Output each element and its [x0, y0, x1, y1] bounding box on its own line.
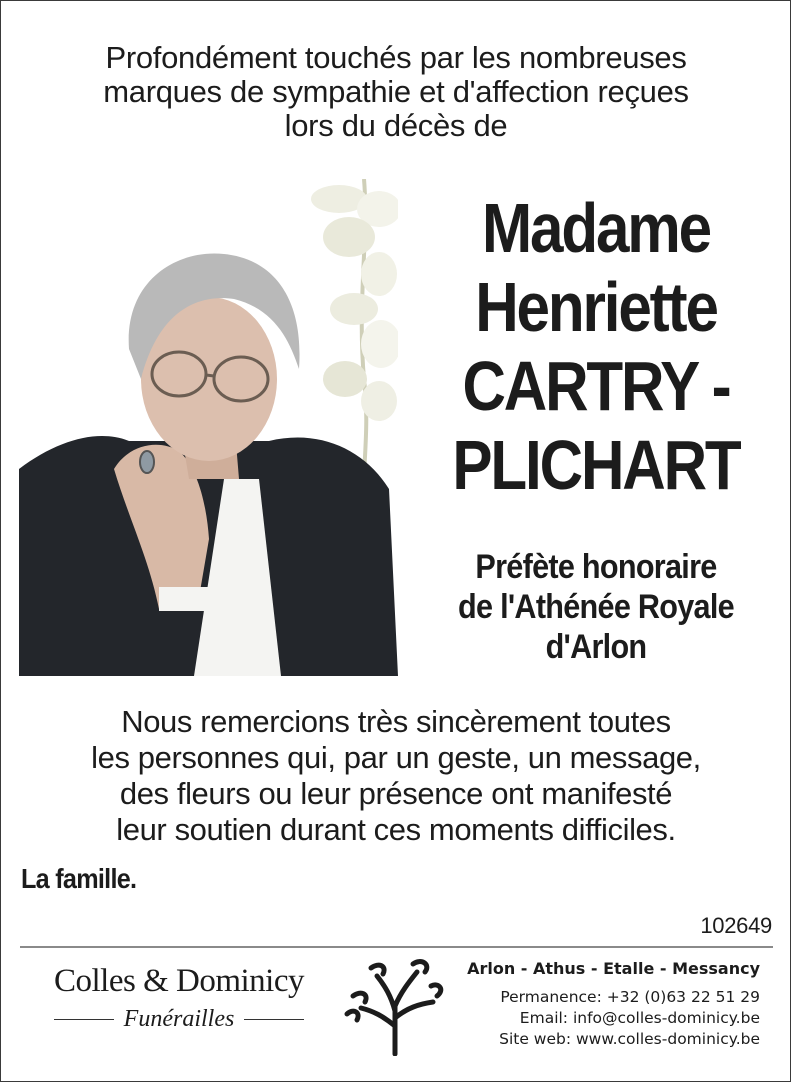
thanks-text: [21, 704, 771, 848]
name-line: CARTRY -: [462, 347, 730, 425]
towns-text: Arlon - Athus - Etalle - Messancy: [467, 959, 760, 978]
subtitle-rule-left: [54, 1019, 114, 1020]
thanks-line: leur soutien durant ces moments difficiles.: [116, 812, 676, 847]
name-line: Madame: [481, 189, 710, 267]
thanks-line: les personnes qui, par un geste, un message,: [91, 740, 701, 775]
thanks-line: des fleurs ou leur présence ont manifesté: [119, 776, 673, 811]
intro-line: lors du décès de: [284, 108, 508, 143]
phone-text: Permanence: +32 (0)63 22 51 29: [500, 988, 760, 1006]
tree-icon: [343, 956, 447, 1056]
intro-line: Profondément touchés par les nombreuses: [105, 40, 687, 75]
name-line: Henriette: [475, 268, 717, 346]
title-line: d'Arlon: [545, 628, 647, 666]
deceased-name: [437, 189, 755, 505]
intro-text: [41, 41, 751, 143]
portrait-image: [19, 179, 398, 676]
funeral-home-subtitle: [39, 1006, 319, 1033]
funeral-home-name: Colles & Dominicy: [54, 963, 304, 999]
website-text: Site web: www.colles-dominicy.be: [499, 1030, 760, 1048]
intro-line: marques de sympathie et d'affection reçues: [103, 74, 689, 109]
thanks-line: Nous remercions très sincèrement toutes: [121, 704, 671, 739]
email-text: Email: info@colles-dominicy.be: [519, 1009, 760, 1027]
name-line: PLICHART: [452, 426, 740, 504]
title-line: Préfète honoraire: [475, 548, 717, 586]
subtitle-text: Funérailles: [123, 1006, 235, 1032]
subtitle-rule-right: [244, 1019, 304, 1020]
divider: [20, 946, 773, 948]
deceased-title: [430, 547, 763, 667]
deceased-photo: [19, 179, 398, 676]
title-line: de l'Athénée Royale: [458, 588, 734, 626]
family-signature: La famille.: [21, 863, 137, 894]
contact-block: [440, 958, 760, 1050]
reference-number: 102649: [700, 913, 772, 938]
